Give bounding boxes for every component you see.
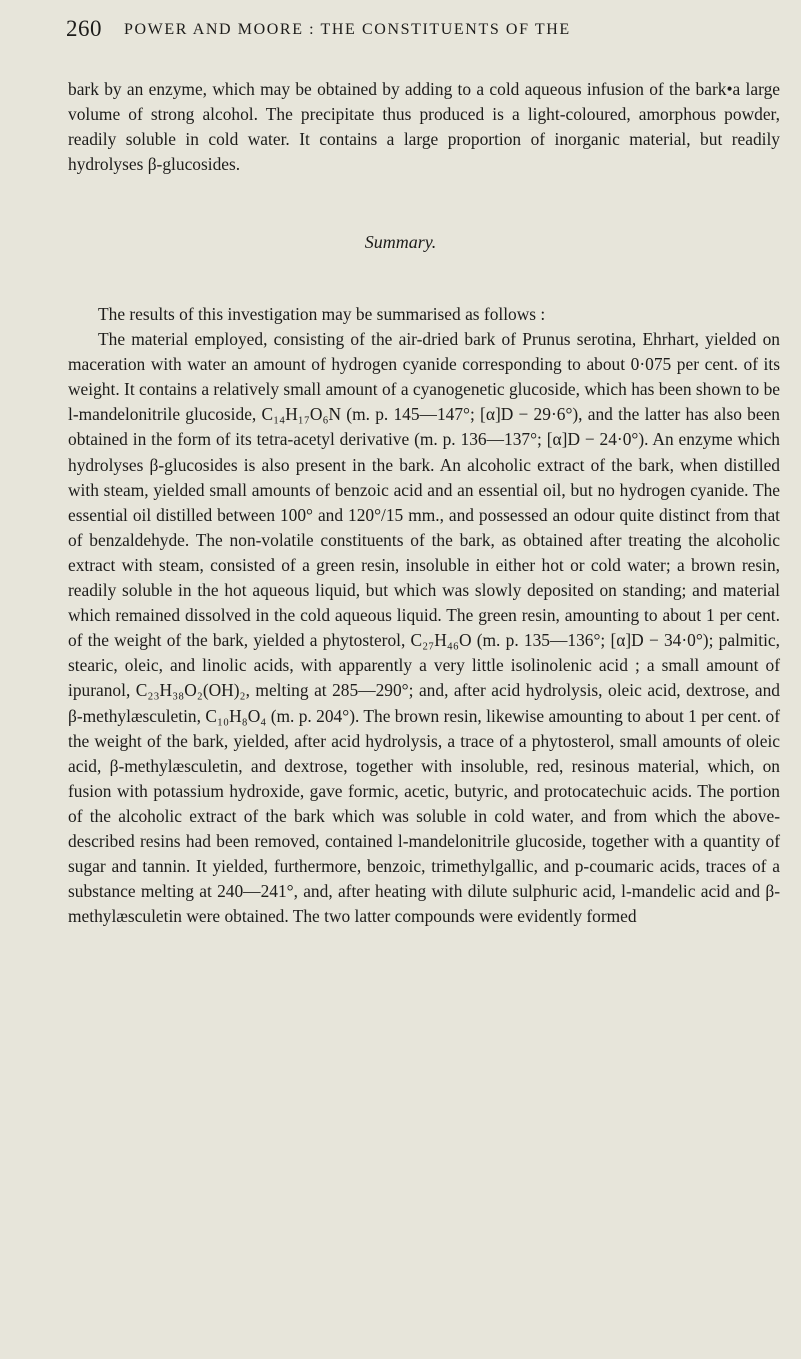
section-heading-summary: Summary. (364, 232, 437, 252)
running-head: POWER AND MOORE : THE CONSTITUENTS OF THE (124, 21, 571, 38)
continuation-paragraph-block (68, 77, 780, 177)
page-number: 260 (66, 16, 102, 41)
continuation-paragraph: bark by an enzyme, which may be obtained by adding to a cold aqueous infusion of the bark•a large volume of strong alcohol. The precipitate thus produced is a light-coloured, amorphous powder, readily soluble in cold water. It contains a large proportion of inorganic material, but readily hydrolyses β-glucosides. (68, 79, 780, 175)
summary-body: The material employed, consisting of the air-dried bark of Prunus serotina, Ehrhart, yielded on maceration with water an amount of hydrogen cyanide corresponding to about 0·075 per cent. of its weight. It contains a relatively small amount of a cyanogenetic glucoside, which has been shown to be l-mandelonitrile glucoside, C₁₄H₁₇O₆N (m. p. 145—147°; [α]D − 29·6°), and the latter has also been obtained in the form of its tetra-acetyl derivative (m. p. 136—137°; [α]D − 24·0°). An enzyme which hydrolyses β-glucosides is also present in the bark. An alcoholic extract of the bark, when distilled with steam, yielded small amounts of benzoic acid and an essential oil, but no hydrogen cyanide. The essential oil distilled between 100° and 120°/15 mm., and possessed an odour quite distinct from that of benzaldehyde. The non-volatile constituents of the bark, as obtained after treating the alcoholic extract with steam, consisted of a green resin, insoluble in either hot or cold water; a brown resin, readily soluble in the hot aqueous liquid, but which was slowly deposited on standing; and material which remained dissolved in the cold aqueous liquid. The green resin, amounting to about 1 per cent. of the weight of the bark, yielded a phytosterol, C₂₇H₄₆O (m. p. 135—136°; [α]D − 34·0°); palmitic, stearic, oleic, and linolic acids, with apparently a very little isolinolenic acid ; a small amount of ipuranol, C₂₃H₃₈O₂(OH)₂, melting at 285—290°; and, after acid hydrolysis, oleic acid, dextrose, and β-methylæsculetin, C₁₀H₈O₄ (m. p. 204°). The brown resin, likewise amounting to about 1 per cent. of the weight of the bark, yielded, after acid hydrolysis, a trace of a phytosterol, small amounts of oleic acid, β-methylæsculetin, and dextrose, together with insoluble, red, resinous material, which, on fusion with potassium hydroxide, gave formic, acetic, butyric, and protocatechuic acids. The portion of the alcoholic extract of the bark which was soluble in cold water, and from which the above-described resins had been removed, contained l-mandelonitrile glucoside, together with a quantity of sugar and tannin. It yielded, furthermore, benzoic, trimethylgallic, and p-coumaric acids, traces of a substance melting at 240—241°, and, after heating with dilute sulphuric acid, l-mandelic acid and β-methylæsculetin were obtained. The two latter compounds were evidently formed (68, 329, 780, 927)
summary-intro: The results of this investigation may be summarised as follows : (98, 304, 546, 324)
summary-section (68, 302, 780, 929)
page-header (66, 14, 786, 46)
